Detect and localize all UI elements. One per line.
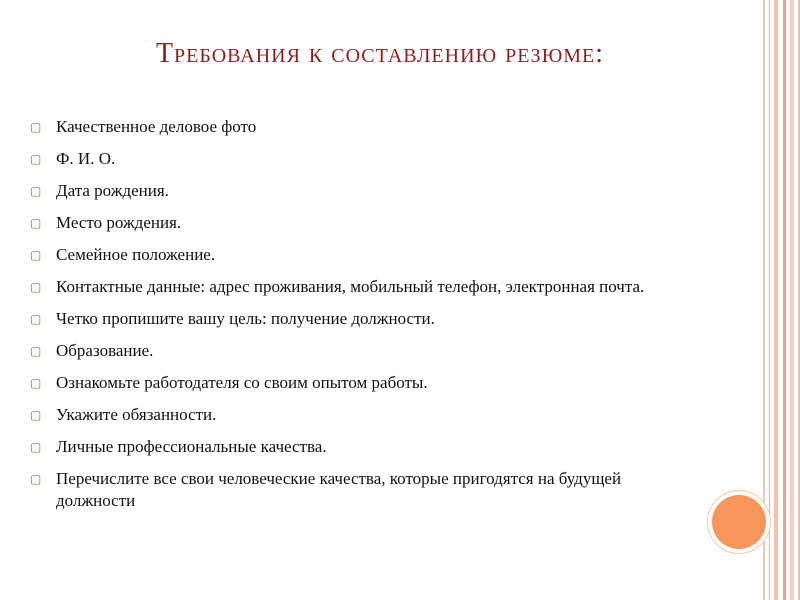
- list-item: [30, 372, 680, 394]
- list-item-text: Четко пропишите вашу цель: получение должности.: [56, 309, 435, 328]
- list-item-text: Укажите обязанности.: [56, 405, 217, 424]
- list-item-text: Перечислите все свои человеческие качества, которые пригодятся на будущей должности: [56, 469, 622, 510]
- requirements-list: [30, 116, 680, 522]
- bullet-icon: ▢: [30, 248, 42, 262]
- list-item-text: Контактные данные: адрес проживания, мобильный телефон, электронная почта.: [56, 277, 645, 296]
- bullet-icon: ▢: [30, 120, 42, 134]
- bullet-icon: ▢: [30, 472, 42, 486]
- list-item-text: Семейное положение.: [56, 245, 216, 264]
- list-item-text: Место рождения.: [56, 213, 182, 232]
- bullet-icon: ▢: [30, 152, 42, 166]
- list-item: [30, 212, 680, 234]
- decorative-circle: [712, 495, 766, 549]
- list-item-text: Ознакомьте работодателя со своим опытом работы.: [56, 373, 428, 392]
- bullet-icon: ▢: [30, 184, 42, 198]
- list-item-text: Дата рождения.: [56, 181, 169, 200]
- stripe: [774, 0, 778, 600]
- list-item: [30, 468, 680, 512]
- list-item: [30, 436, 680, 458]
- list-item: [30, 116, 680, 138]
- stripe: [783, 0, 786, 600]
- stripe: [769, 0, 770, 600]
- slide-title: Требования к составлению резюме:: [155, 38, 605, 69]
- list-item: [30, 276, 680, 298]
- list-item-text: Ф. И. О.: [56, 149, 116, 168]
- bullet-icon: ▢: [30, 280, 42, 294]
- bullet-icon: ▢: [30, 344, 42, 358]
- bullet-icon: ▢: [30, 408, 42, 422]
- list-item: [30, 308, 680, 330]
- stripe: [790, 0, 794, 600]
- bullet-icon: ▢: [30, 312, 42, 326]
- list-item-text: Личные профессиональные качества.: [56, 437, 327, 456]
- decorative-stripes: [760, 0, 800, 600]
- bullet-icon: ▢: [30, 440, 42, 454]
- list-item: [30, 148, 680, 170]
- list-item: [30, 404, 680, 426]
- bullet-icon: ▢: [30, 376, 42, 390]
- list-item: [30, 340, 680, 362]
- list-item-text: Качественное деловое фото: [56, 117, 257, 136]
- list-item: [30, 180, 680, 202]
- bullet-icon: ▢: [30, 216, 42, 230]
- list-item-text: Образование.: [56, 341, 154, 360]
- list-item: [30, 244, 680, 266]
